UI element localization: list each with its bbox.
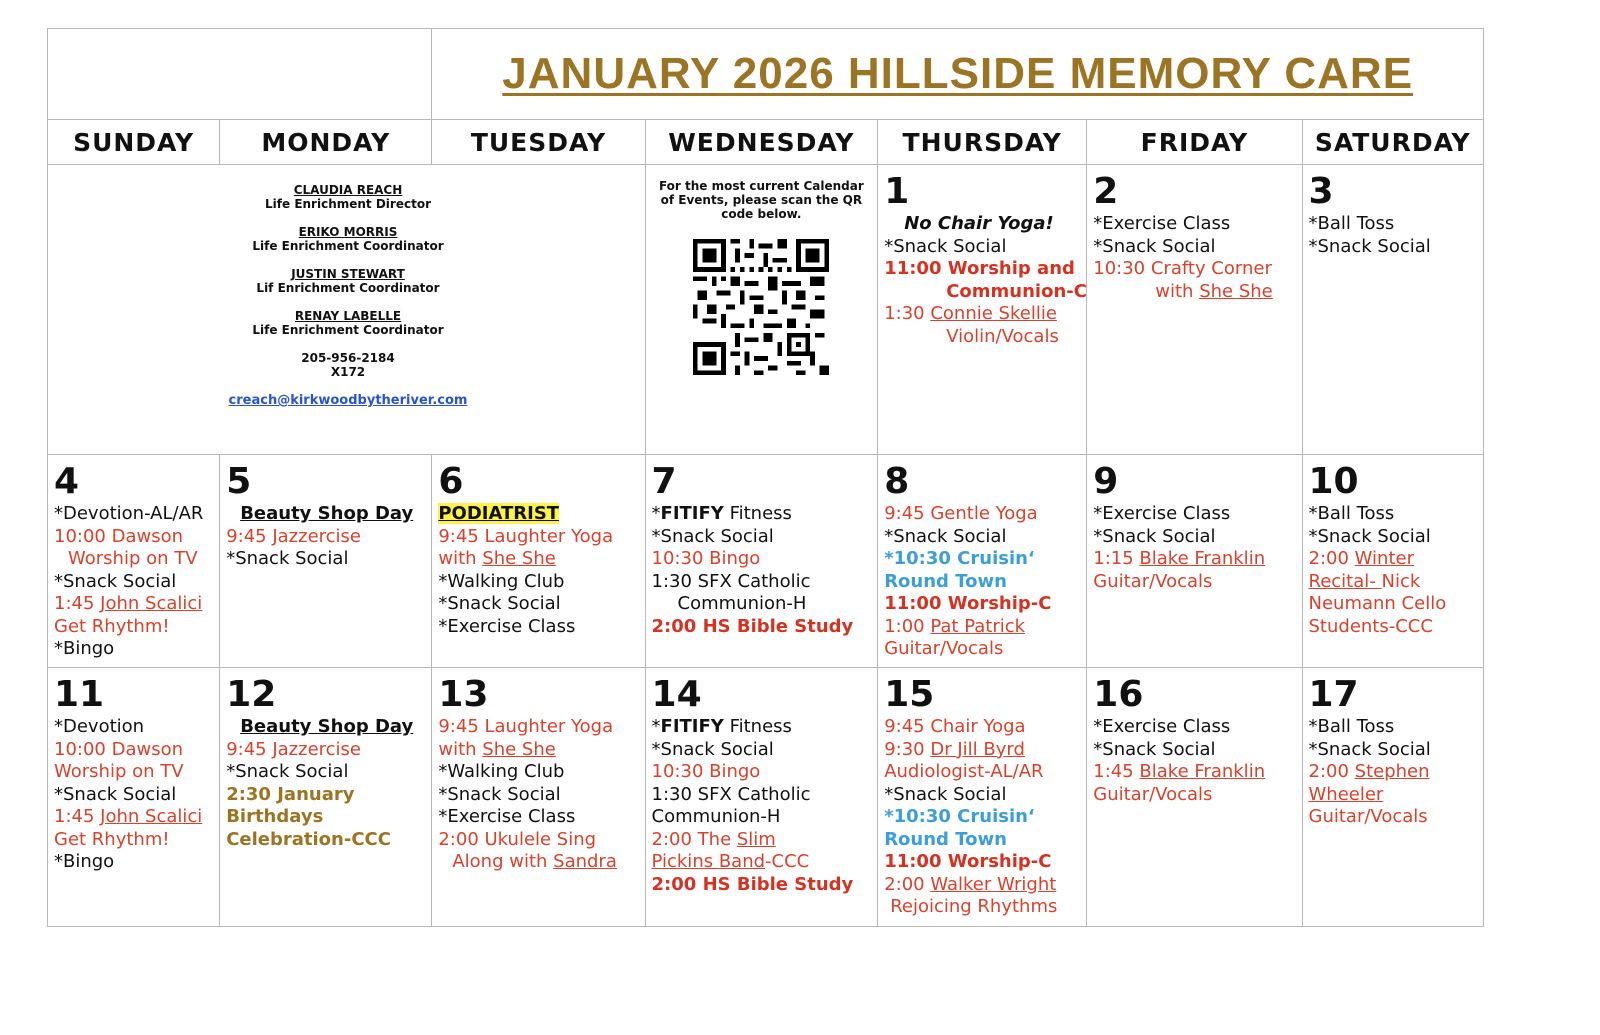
day-number: 12 <box>226 674 277 715</box>
event: 1:00 Pat Patrick <box>884 615 1026 637</box>
event: *Exercise Class <box>438 615 576 637</box>
event: *Devotion-AL/AR <box>54 503 204 524</box>
day-number: 6 <box>438 461 464 502</box>
day-number: 15 <box>884 674 935 715</box>
event: 9:45 Chair Yoga <box>884 716 1026 737</box>
day-number: 3 <box>1308 171 1334 212</box>
day-number: 14 <box>651 674 702 715</box>
day-cell-9 <box>1087 455 1302 668</box>
event: 11:00 Worship-C <box>884 593 1052 614</box>
event: 2:00 Stephen <box>1308 761 1430 782</box>
day-cell-4 <box>48 455 220 668</box>
event: *Snack Social <box>651 525 774 547</box>
event: 9:45 Laughter Yoga <box>438 525 614 547</box>
event: 10:30 Crafty Corner <box>1093 258 1272 279</box>
event: 2:00 Winter <box>1308 548 1414 569</box>
event: Violin/Vocals <box>946 325 1059 347</box>
event: Get Rhythm! <box>54 615 170 637</box>
event: *Snack Social <box>884 525 1007 547</box>
event: *Snack Social <box>54 783 177 805</box>
staff-name: CLAUDIA REACH <box>293 183 403 197</box>
event: *Snack Social <box>884 235 1007 257</box>
event: *Snack Social <box>1308 525 1431 547</box>
day-number: 13 <box>438 674 489 715</box>
event: *10:30 Cruisinʻ <box>884 806 1035 827</box>
event: 11:00 Worship-C <box>884 851 1052 872</box>
day-header-wednesday: WEDNESDAY <box>645 120 878 165</box>
event: Communion-H <box>677 593 807 614</box>
event: *Exercise Class <box>1093 503 1231 524</box>
day-number: 1 <box>884 171 910 212</box>
day-cell-7 <box>645 455 878 668</box>
event: Worship on TV <box>68 548 198 569</box>
event: 10:00 Dawson <box>54 738 184 760</box>
event: Birthdays <box>226 806 324 827</box>
event: Neumann Cello <box>1308 593 1447 614</box>
event: *Bingo <box>54 638 115 659</box>
event: *Snack Social <box>1093 738 1216 760</box>
staff-role: Life Enrichment Coordinator <box>252 323 444 337</box>
event: *Snack Social <box>884 783 1007 805</box>
calendar-table <box>47 28 1484 927</box>
event: with She She <box>438 548 556 569</box>
day-cell-14 <box>645 668 878 927</box>
day-cell-1 <box>878 165 1087 455</box>
event: Along with Sandra <box>452 851 617 872</box>
event: *Snack Social <box>651 738 774 760</box>
staff-role: Life Enrichment Coordinator <box>252 239 444 253</box>
day-cell-17 <box>1302 668 1484 927</box>
day-cell-2 <box>1087 165 1302 455</box>
event: 1:45 Blake Franklin <box>1093 761 1266 782</box>
event: *Exercise Class <box>1093 213 1231 234</box>
header-blank-cell <box>48 29 432 120</box>
event: 9:45 Jazzercise <box>226 525 361 547</box>
staff-name: ERIKO MORRIS <box>298 225 398 239</box>
event: 11:00 Worship and <box>884 258 1075 279</box>
event: 2:00 Ukulele Sing <box>438 828 597 850</box>
email-link[interactable]: creach@kirkwoodbytheriver.com <box>228 393 468 408</box>
event: 1:15 Blake Franklin <box>1093 548 1266 569</box>
event: Guitar/Vocals <box>884 638 1004 659</box>
event: 1:45 John Scalici <box>54 806 203 827</box>
day-header-thursday: THURSDAY <box>878 120 1087 165</box>
event: Pickins Band-CCC <box>651 851 810 872</box>
event: 2:00 HS Bible Study <box>651 873 854 895</box>
day-cell-11 <box>48 668 220 927</box>
event: 10:00 Dawson <box>54 525 184 547</box>
event: Rejoicing Rhythms <box>890 896 1058 917</box>
day-number: 5 <box>226 461 252 502</box>
day-cell-8 <box>878 455 1087 668</box>
event: *Snack Social <box>226 761 349 782</box>
event: Beauty Shop Day <box>240 716 414 737</box>
event: *10:30 Cruisinʻ <box>884 548 1035 569</box>
event: PODIATRIST <box>438 503 560 524</box>
day-cell-13 <box>432 668 645 927</box>
event: *Ball Toss <box>1308 503 1395 524</box>
day-cell-16 <box>1087 668 1302 927</box>
event: 10:30 Bingo <box>651 548 761 569</box>
phone-number: 205-956-2184 <box>301 351 395 365</box>
event: *Snack Social <box>1308 235 1431 257</box>
event: 2:30 January <box>226 783 355 805</box>
event: with She She <box>1155 280 1273 302</box>
day-cell-3 <box>1302 165 1484 455</box>
event: 10:30 Bingo <box>651 761 761 782</box>
calendar-title: JANUARY 2026 HILLSIDE MEMORY CARE <box>432 29 1484 120</box>
day-number: 17 <box>1308 674 1359 715</box>
event: *Snack Social <box>438 593 561 614</box>
day-header-friday: FRIDAY <box>1087 120 1302 165</box>
event: Beauty Shop Day <box>240 503 414 524</box>
event: *FITIFY Fitness <box>651 503 792 524</box>
event: *Walking Club <box>438 570 565 592</box>
day-cell-5 <box>220 455 432 668</box>
event: 2:00 Walker Wright <box>884 873 1057 895</box>
day-number: 11 <box>54 674 105 715</box>
day-number: 10 <box>1308 461 1359 502</box>
staff-name: RENAY LABELLE <box>294 309 402 323</box>
day-number: 8 <box>884 461 910 502</box>
event: Audiologist-AL/AR <box>884 761 1044 782</box>
event: *Snack Social <box>1093 525 1216 547</box>
staff-contact-cell <box>48 165 646 455</box>
event: 2:00 HS Bible Study <box>651 615 854 637</box>
event: *Exercise Class <box>438 806 576 827</box>
event: Communion-C <box>946 280 1087 302</box>
event: *Devotion <box>54 716 145 737</box>
event: *FITIFY Fitness <box>651 716 792 737</box>
event: *Ball Toss <box>1308 716 1395 737</box>
event: Wheeler <box>1308 783 1384 805</box>
staff-role: Lif Enrichment Coordinator <box>256 281 440 295</box>
day-number: 9 <box>1093 461 1119 502</box>
event: Celebration-CCC <box>226 828 391 850</box>
event: *Ball Toss <box>1308 213 1395 234</box>
event: 1:30 SFX Catholic <box>651 570 811 592</box>
day-cell-6 <box>432 455 645 668</box>
event: with She She <box>438 738 556 760</box>
event: Guitar/Vocals <box>1308 806 1428 827</box>
event: Round Town <box>884 570 1007 592</box>
event: Guitar/Vocals <box>1093 783 1213 805</box>
event: 1:45 John Scalici <box>54 593 203 614</box>
staff-role: Life Enrichment Director <box>265 197 431 211</box>
event: *Snack Social <box>438 783 561 805</box>
event: Guitar/Vocals <box>1093 570 1213 592</box>
qr-code-cell <box>645 165 878 455</box>
event: Students-CCC <box>1308 615 1433 637</box>
event: 1:30 Connie Skellie <box>884 303 1057 324</box>
event: *Snack Social <box>1093 235 1216 257</box>
event: No Chair Yoga! <box>904 213 1054 234</box>
event: Round Town <box>884 828 1007 850</box>
event: *Bingo <box>54 851 115 872</box>
event: *Walking Club <box>438 761 565 782</box>
day-number: 7 <box>651 461 677 502</box>
day-header-saturday: SATURDAY <box>1302 120 1484 165</box>
day-cell-12 <box>220 668 432 927</box>
event: 9:45 Laughter Yoga <box>438 716 614 737</box>
day-header-monday: MONDAY <box>220 120 432 165</box>
event: *Snack Social <box>1308 738 1431 760</box>
day-number: 16 <box>1093 674 1144 715</box>
event: 9:45 Gentle Yoga <box>884 503 1038 524</box>
event: 9:45 Jazzercise <box>226 738 361 760</box>
qr-note: For the most current Calendar of Events, please scan the QR code below. <box>658 179 864 221</box>
event: Worship on TV <box>54 761 184 782</box>
phone-extension: X172 <box>330 365 366 379</box>
event: Get Rhythm! <box>54 828 170 850</box>
event: *Snack Social <box>54 570 177 592</box>
day-number: 2 <box>1093 171 1119 212</box>
event: *Snack Social <box>226 548 349 569</box>
day-cell-15 <box>878 668 1087 927</box>
day-header-tuesday: TUESDAY <box>432 120 645 165</box>
staff-name: JUSTIN STEWART <box>291 267 405 281</box>
qr-code-icon[interactable] <box>693 239 829 375</box>
event: 2:00 The Slim <box>651 828 776 850</box>
event: 1:30 SFX Catholic <box>651 783 811 805</box>
event: Communion-H <box>651 806 781 827</box>
event: *Exercise Class <box>1093 716 1231 737</box>
day-number: 4 <box>54 461 80 502</box>
day-cell-10 <box>1302 455 1484 668</box>
event: Recital- Nick <box>1308 570 1421 592</box>
event: 9:30 Dr Jill Byrd <box>884 738 1025 760</box>
day-header-sunday: SUNDAY <box>48 120 220 165</box>
